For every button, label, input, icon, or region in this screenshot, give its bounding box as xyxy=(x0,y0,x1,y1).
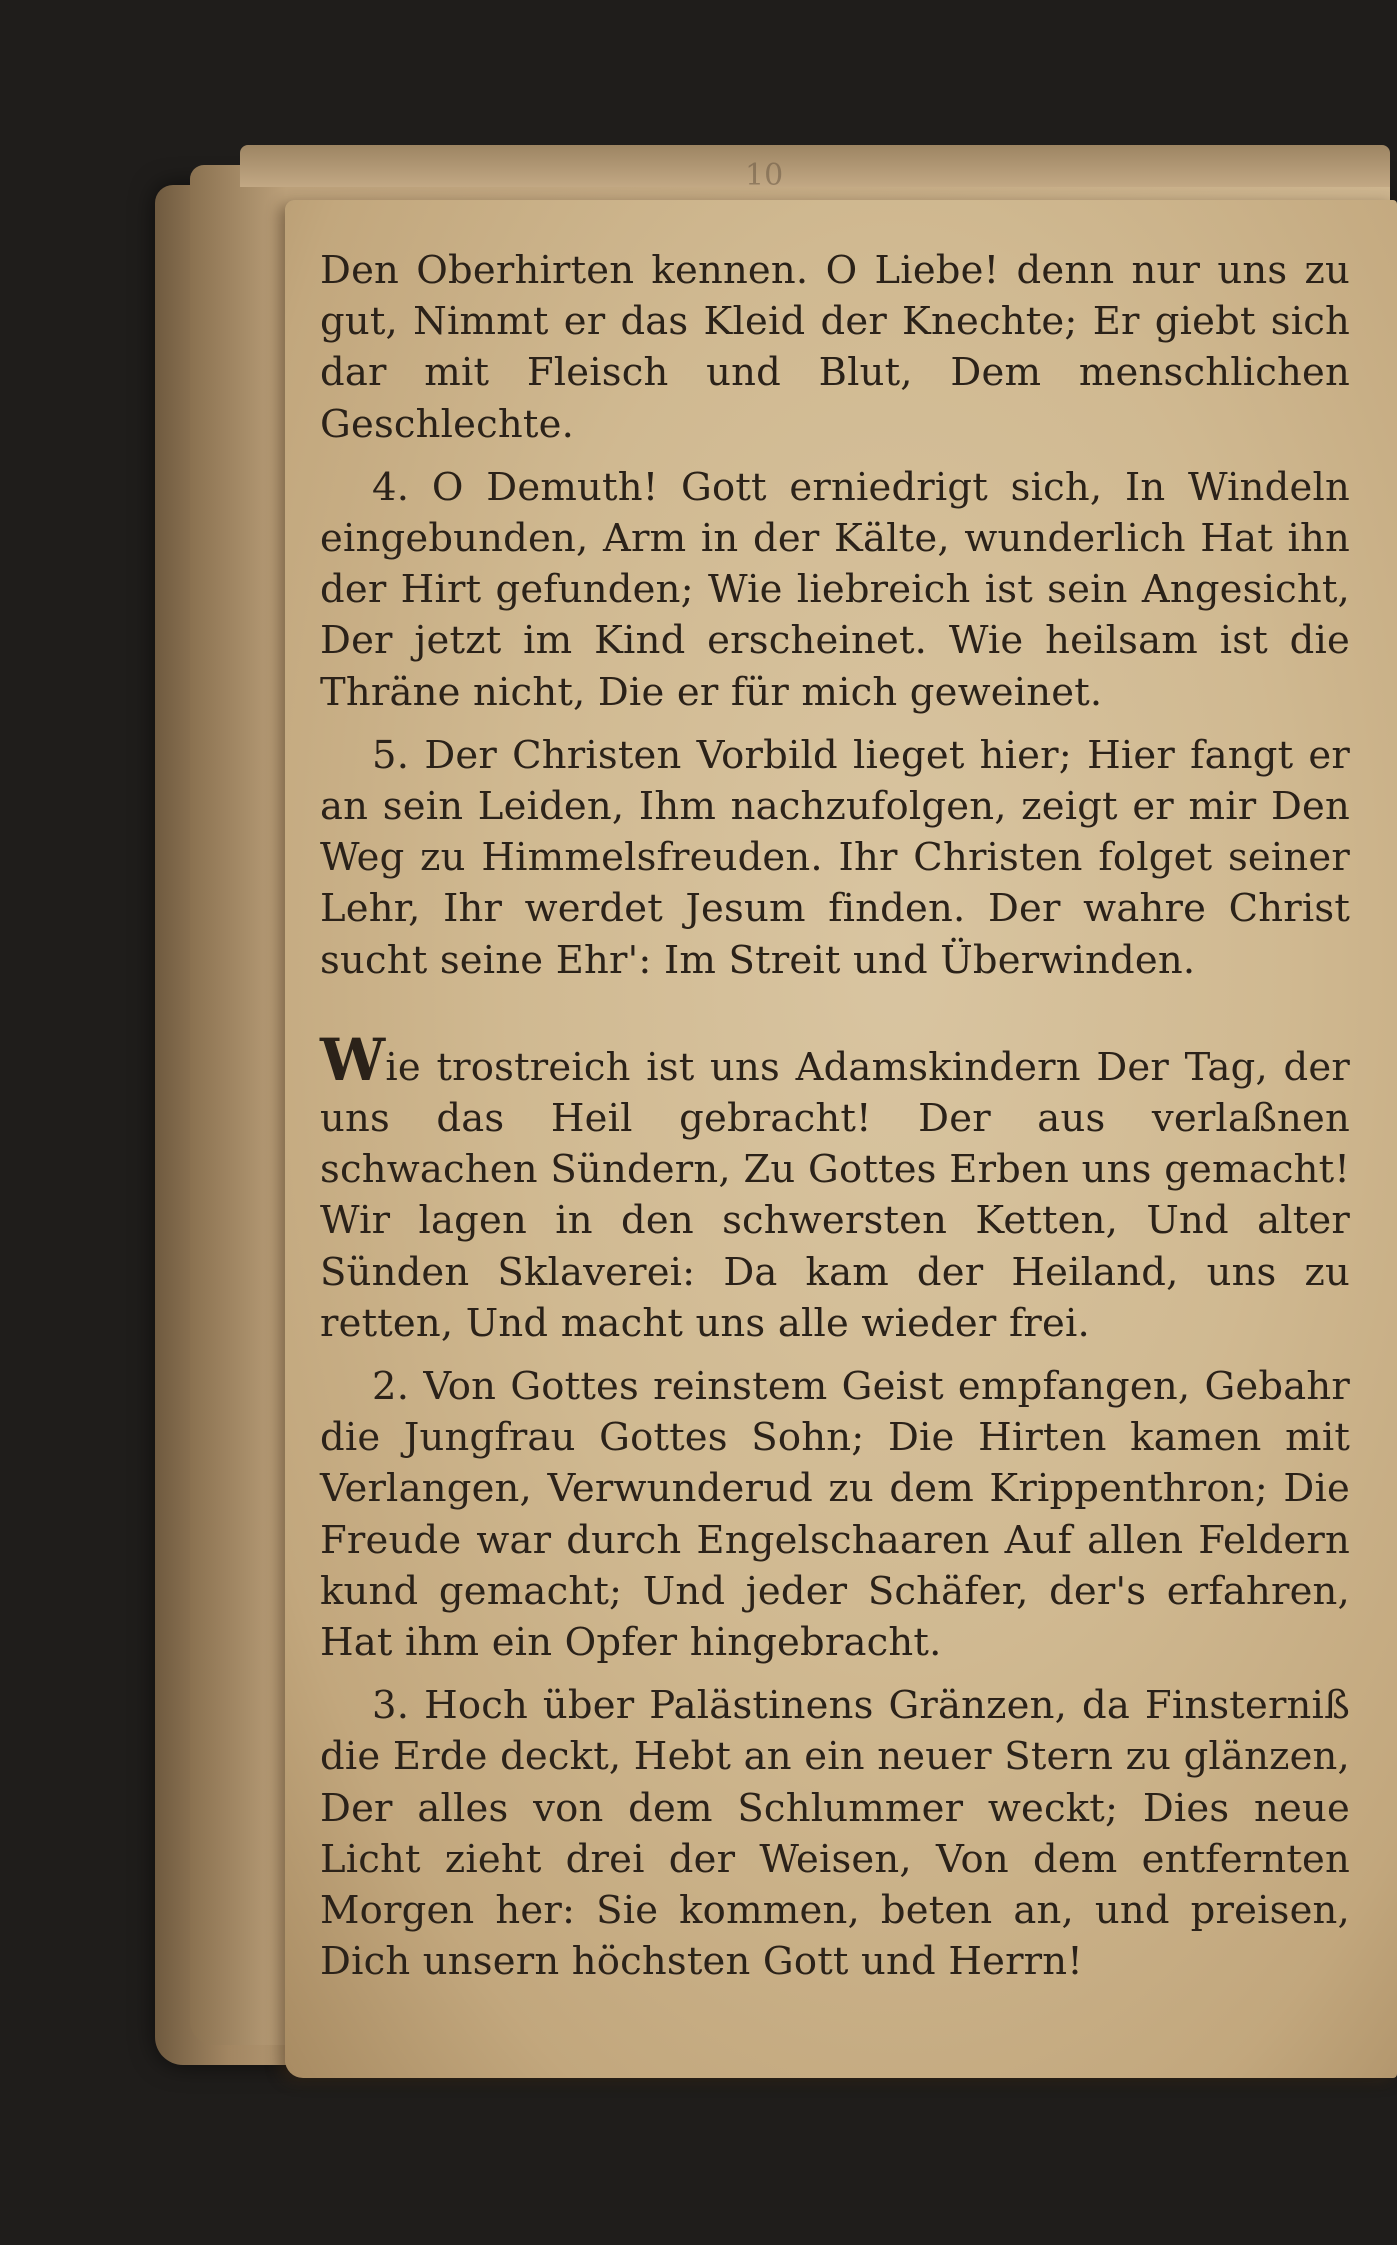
verse-number: 3. xyxy=(372,1683,410,1729)
verse-number: 2. xyxy=(372,1364,410,1410)
page-number: 10 xyxy=(745,158,784,193)
verse-3: 3. Hoch über Palästinens Gränzen, da Finsterniß die Erde deckt, Hebt an ein neuer Stern zu glänzen, Der alles von dem Schlummer weckt; Dies neue Licht zieht drei der Weisen, Von dem entfernten Morgen her: Sie kommen, beten an, und preisen, Dich unsern höchsten Gott und Herrn! xyxy=(320,1683,1350,1985)
hymn-text xyxy=(320,245,1350,1988)
page-top-edge xyxy=(240,145,1390,187)
paragraph-1: Den Oberhirten kennen. O Liebe! denn nur uns zu gut, Nimmt er das Kleid der Knechte; Er giebt sich dar mit Fleisch und Blut, Dem menschlichen Geschlechte. xyxy=(320,248,1350,447)
verse-number: 5. xyxy=(372,732,410,778)
drop-initial: W xyxy=(320,1025,386,1094)
verse-4: 4. O Demuth! Gott erniedrigt sich, In Windeln eingebunden, Arm in der Kälte, wunderlich Hat ihn der Hirt gefunden; Wie liebreich ist sein Angesicht, Der jetzt im Kind erscheinet. Wie heilsam ist die Thräne nicht, Die er für mich geweinet. xyxy=(320,464,1350,715)
hymn-verse-1: Wie trostreich ist uns Adamskindern Der Tag, der uns das Heil gebracht! Der aus verlaßnen schwachen Sündern, Zu Gottes Erben uns gemacht! Wir lagen in den schwersten Ketten, Und alter Sünden Sklaverei: Da kam der Heiland, uns zu retten, Und macht uns alle wieder frei. xyxy=(320,1025,1350,1346)
verse-5: 5. Der Christen Vorbild lieget hier; Hier fangt er an sein Leiden, Ihm nachzufolgen, zeigt er mir Den Weg zu Himmelsfreuden. Ihr Christen folget seiner Lehr, Ihr werdet Jesum finden. Der wahre Christ sucht seine Ehr': Im Streit und Überwinden. xyxy=(320,732,1350,983)
verse-2: 2. Von Gottes reinstem Geist empfangen, Gebahr die Jungfrau Gottes Sohn; Die Hirten kamen mit Verlangen, Verwunderud zu dem Krippenthron; Die Freude war durch Engelschaaren Auf allen Feldern kund gemacht; Und jeder Schäfer, der's erfahren, Hat ihm ein Opfer hingebracht. xyxy=(320,1364,1350,1666)
verse-number: 4. xyxy=(372,464,410,510)
